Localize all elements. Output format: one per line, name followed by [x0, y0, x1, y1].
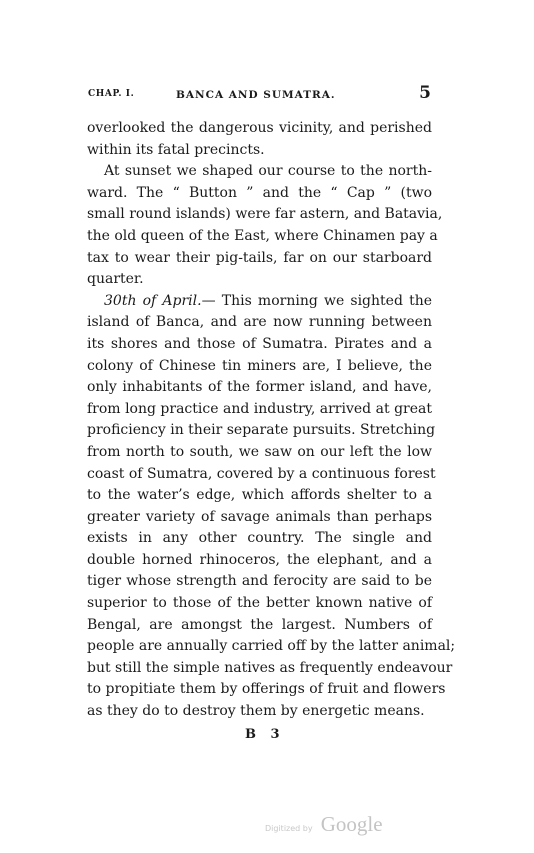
text-line: [87, 442, 432, 464]
line-text: exists in any other country. The single and: [87, 530, 432, 547]
text-line: [87, 312, 432, 334]
line-text: — This morning we sighted the: [201, 292, 432, 309]
text-line: [87, 334, 432, 356]
text-line: [87, 161, 432, 183]
text-line: [87, 507, 432, 529]
text-line: [87, 248, 432, 270]
line-text: overlooked the dangerous vicinity, and perished: [87, 120, 432, 136]
line-text: tiger whose strength and ferocity are said to be: [87, 573, 432, 590]
text-line: [87, 420, 436, 442]
line-text: At sunset we shaped our course to the north-: [104, 163, 432, 180]
line-text: as they do to destroy them by energetic means.: [87, 703, 425, 720]
signature-mark: B 3: [245, 727, 285, 742]
text-line: [87, 269, 432, 291]
text-line: [87, 204, 443, 226]
line-text: superior to those of the better known native of: [87, 595, 432, 612]
line-text: the old queen of the East, where Chinamen pay a: [87, 227, 438, 244]
text-line: [87, 636, 456, 658]
text-line: [87, 291, 432, 313]
body-text: [87, 118, 456, 723]
line-text: coast of Sumatra, covered by a continuous forest: [87, 465, 436, 482]
line-text: from north to south, we saw on our left the low: [87, 443, 432, 460]
line-text: island of Banca, and are now running between: [87, 314, 432, 331]
text-line: [87, 140, 432, 162]
text-line: [87, 679, 446, 701]
line-text: but still the simple natives as frequently endeavour: [87, 659, 453, 676]
text-line: [87, 464, 436, 486]
text-line: [87, 377, 432, 399]
text-line: [87, 118, 432, 140]
line-text: tax to wear their pig-tails, far on our starboard: [87, 249, 432, 266]
line-text: its shores and those of Sumatra. Pirates and a: [87, 335, 432, 352]
line-text: to propitiate them by offerings of fruit and flowers: [87, 681, 446, 698]
chapter-label: CHAP. I.: [88, 89, 135, 99]
line-text: small round islands) were far astern, and Batavia,: [87, 206, 443, 223]
text-line: [87, 528, 432, 550]
text-line: [87, 550, 432, 572]
line-text: only inhabitants of the former island, and have,: [87, 379, 432, 396]
text-line: [87, 399, 432, 421]
text-line: [87, 615, 432, 637]
line-text: double horned rhinoceros, the elephant, and a: [87, 551, 432, 568]
text-line: [87, 356, 432, 378]
running-header: [88, 83, 433, 106]
line-text: greater variety of savage animals than perhaps: [87, 508, 432, 525]
text-line: [87, 571, 432, 593]
running-title: BANCA AND SUMATRA.: [176, 89, 336, 101]
google-logo: Google: [320, 812, 383, 836]
text-line: [87, 183, 432, 205]
line-text: to the water’s edge, which affords shelter to a: [87, 487, 432, 504]
line-text: within its fatal precincts.: [87, 141, 265, 158]
line-text: ward. The “ Button ” and the “ Cap ” (two: [87, 184, 432, 201]
text-line: [87, 485, 432, 507]
text-line: [87, 226, 438, 248]
line-text: proficiency in their separate pursuits. Stretching: [87, 422, 436, 439]
line-text: quarter.: [87, 271, 144, 288]
text-line: [87, 658, 453, 680]
watermark-prefix: Digitized by: [265, 824, 313, 833]
line-text: colony of Chinese tin miners are, I believe, the: [87, 357, 432, 374]
line-text: Bengal, are amongst the largest. Numbers of: [87, 616, 432, 633]
date-heading: 30th of April.: [104, 292, 202, 309]
text-line: [87, 593, 432, 615]
page-number: 5: [419, 83, 431, 103]
text-line: [87, 701, 432, 723]
line-text: from long practice and industry, arrived at great: [87, 400, 432, 417]
digitized-watermark: [265, 812, 383, 837]
line-text: people are annually carried off by the latter animal;: [87, 638, 456, 655]
